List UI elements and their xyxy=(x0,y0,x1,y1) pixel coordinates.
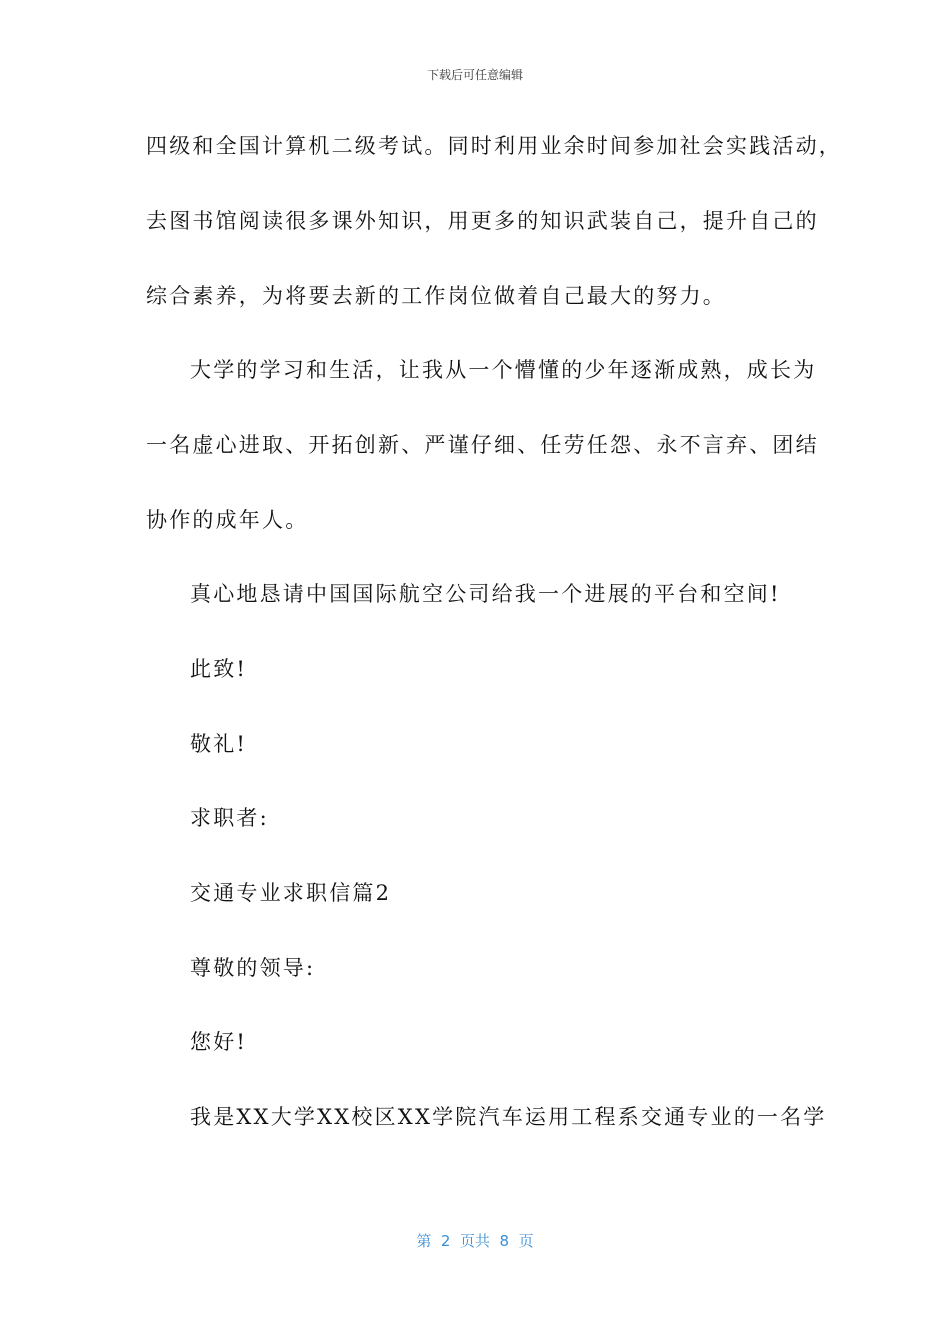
letter-2-hello: 您好! xyxy=(190,1030,248,1054)
closing-salutation-2: 敬礼! xyxy=(190,732,248,756)
page-footer: 第 2 页共 8 页 xyxy=(416,1232,534,1250)
paragraph-2-line-3: 协作的成年人。 xyxy=(146,508,309,532)
paragraph-1-line-1: 四级和全国计算机二级考试。同时利用业余时间参加社会实践活动， xyxy=(146,134,842,158)
header-note: 下载后可任意编辑 xyxy=(426,68,523,82)
letter-2-title: 交通专业求职信篇2 xyxy=(190,881,392,905)
letter-2-greeting: 尊敬的领导: xyxy=(190,956,316,980)
closing-salutation-1: 此致! xyxy=(190,657,248,681)
paragraph-1-line-3: 综合素养，为将要去新的工作岗位做着自己最大的努力。 xyxy=(146,284,726,308)
paragraph-2-line-1: 大学的学习和生活，让我从一个懵懂的少年逐渐成熟，成长为 xyxy=(190,358,817,382)
closing-request: 真心地恳请中国国际航空公司给我一个进展的平台和空间! xyxy=(190,582,781,606)
paragraph-1-line-2: 去图书馆阅读很多课外知识，用更多的知识武装自己，提升自己的 xyxy=(146,209,819,233)
paragraph-2-line-2: 一名虚心进取、开拓创新、严谨仔细、任劳任怨、永不言弃、团结 xyxy=(146,433,819,457)
letter-2-intro-line: 我是XX大学XX校区XX学院汽车运用工程系交通专业的一名学 xyxy=(190,1105,827,1129)
closing-applicant: 求职者: xyxy=(190,806,269,830)
